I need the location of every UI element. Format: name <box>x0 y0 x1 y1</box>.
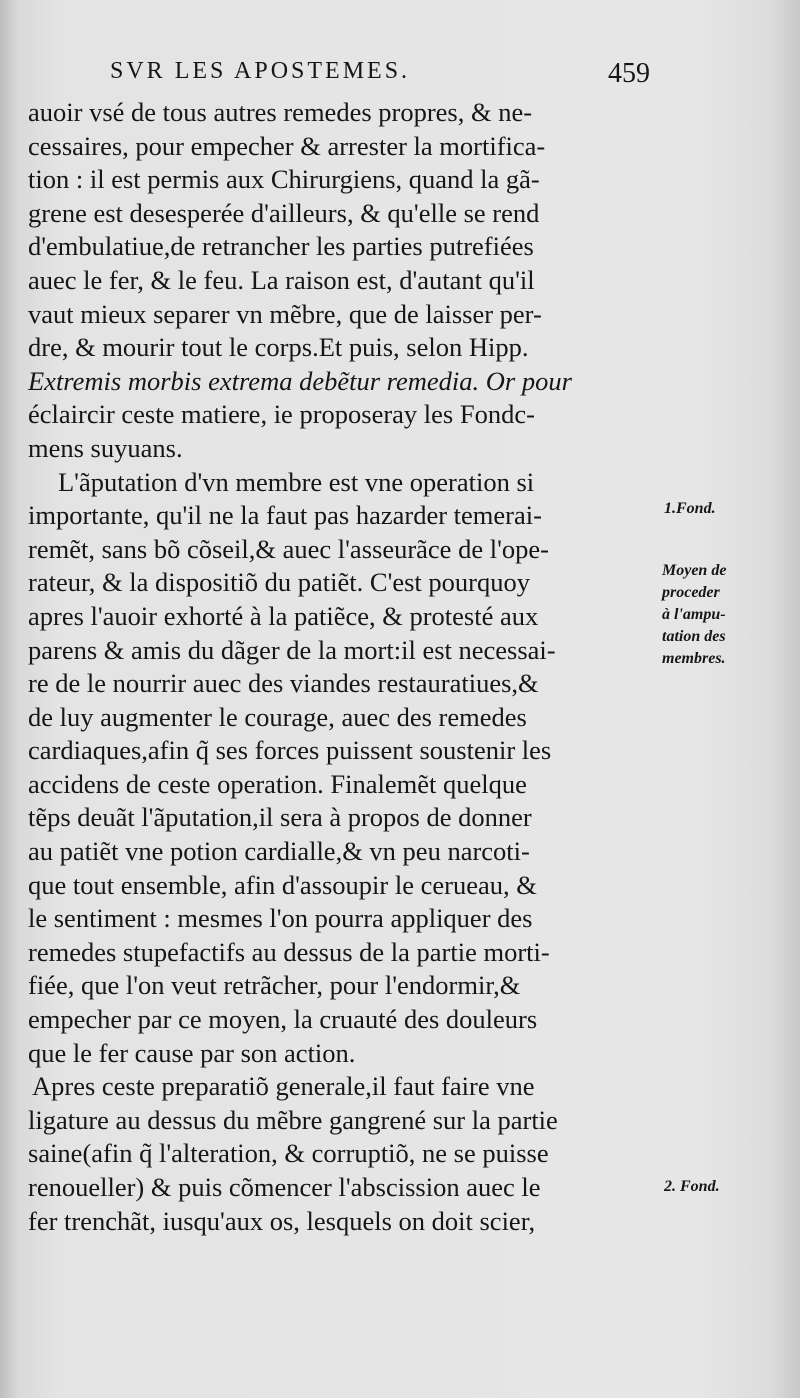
text-line: cardiaques,afin q̃ ses forces puissent soustenir les <box>28 735 552 766</box>
text-line: saine(afin q̃ l'alteration, & corruptiõ, ne se puisse <box>28 1138 549 1169</box>
text-line: fer trenchãt, iusqu'aux os, lesquels on doit scier, <box>28 1205 536 1236</box>
margin-note-line: Moyen de <box>662 562 727 579</box>
text-line: empecher par ce moyen, la cruauté des douleurs <box>28 1004 538 1035</box>
text-line: d'embulatiue,de retrancher les parties putrefiées <box>28 231 534 262</box>
running-head-title: SVR LES APOSTEMES. <box>110 58 411 84</box>
text-line: remedes stupefactifs au dessus de la partie morti- <box>28 936 550 967</box>
text-line: grene est desesperée d'ailleurs, & qu'elle se rend <box>28 197 540 228</box>
margin-note-2 <box>662 560 782 670</box>
text-line: de luy augmenter le courage, auec des remedes <box>28 701 527 732</box>
text-line: tẽps deuãt l'ãputation,il sera à propos de donner <box>28 802 532 833</box>
text-line: rateur, & la dispositiõ du patiẽt. C'est pourquoy <box>28 567 530 598</box>
margin-note-line: 2. Fond. <box>664 1178 720 1195</box>
text-line: dre, & mourir tout le corps.Et puis, selon Hipp. <box>28 332 529 363</box>
text-line: auec le fer, & le feu. La raison est, d'autant qu'il <box>28 264 535 295</box>
margin-note-line: proceder <box>662 584 720 601</box>
latin-quotation: Extremis morbis extrema debẽtur remedia. Or pour <box>28 365 572 396</box>
text-line: renoueller) & puis cõmencer l'abscission auec le <box>28 1172 541 1202</box>
text-line: vaut mieux separer vn mẽbre, que de laisser per- <box>28 298 542 329</box>
text-line: éclaircir ceste matiere, ie proposeray les Fondc- <box>28 399 535 430</box>
text-line: mens suyuans. <box>28 432 183 463</box>
text-line: ligature au dessus du mẽbre gangrené sur la partie <box>28 1104 558 1135</box>
page-number: 459 <box>608 58 650 89</box>
text-line: parens & amis du dãger de la mort:il est necessai- <box>28 634 556 665</box>
text-line: auoir vsé de tous autres remedes propres, & ne- <box>28 97 533 127</box>
text-line: que le fer cause par son action. <box>28 1037 356 1068</box>
margin-note-line: 1.Fond. <box>664 500 716 517</box>
text-line: remẽt, sans bõ cõseil,& auec l'asseurãce de l'ope- <box>28 533 549 564</box>
margin-note-1 <box>664 498 784 520</box>
text-line: le sentiment : mesmes l'on pourra appliquer des <box>28 903 533 934</box>
paragraph-start-line: Apres ceste preparatiõ generale,il faut faire vne <box>32 1071 535 1102</box>
text-line: tion : il est permis aux Chirurgiens, quand la gã- <box>28 164 540 195</box>
text-line: au patiẽt vne potion cardialle,& vn peu narcoti- <box>28 836 530 867</box>
paragraph-start-line: L'ãputation d'vn membre est vne operation si <box>58 466 535 497</box>
body-text <box>28 96 658 1238</box>
text-line: importante, qu'il ne la faut pas hazarder temerai- <box>28 500 542 531</box>
margin-note-3 <box>664 1176 784 1198</box>
margin-note-line: membres. <box>662 650 726 667</box>
text-line: apres l'auoir exhorté à la patiẽce, & protesté aux <box>28 600 539 631</box>
margin-note-line: tation des <box>662 628 726 645</box>
text-line: cessaires, pour empecher & arrester la mortifica- <box>28 130 546 161</box>
text-line: accidens de ceste operation. Finalemẽt quelque <box>28 768 527 799</box>
text-line: re de le nourrir auec des viandes restauratiues,& <box>28 668 539 699</box>
margin-note-line: à l'ampu- <box>662 606 726 623</box>
text-line: que tout ensemble, afin d'assoupir le cerueau, & <box>28 869 537 900</box>
text-line: fiée, que l'on veut retrãcher, pour l'endormir,& <box>28 970 521 1001</box>
